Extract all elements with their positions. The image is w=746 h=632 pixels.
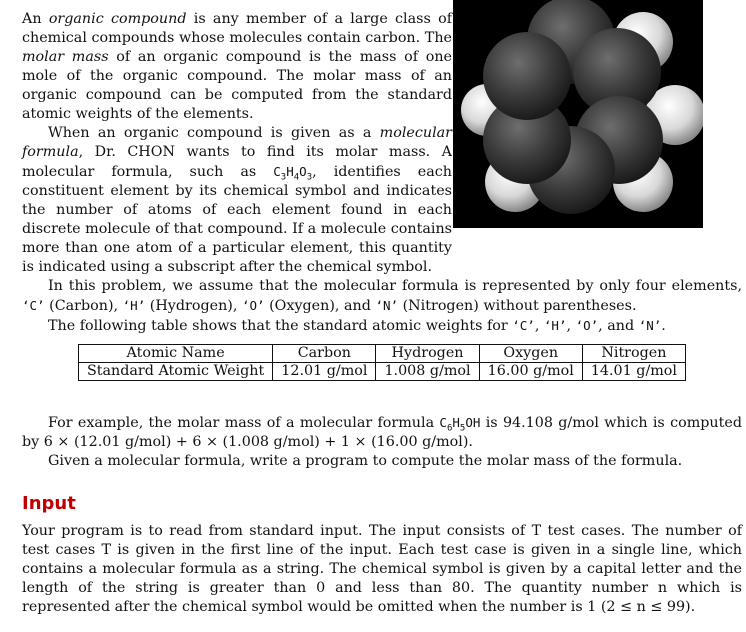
formula-subscript: 5 [459, 423, 466, 434]
text-span: , [534, 318, 544, 334]
table-cell: Hydrogen [376, 345, 479, 363]
table-cell: Standard Atomic Weight [78, 363, 272, 381]
symbol-o: ‘O’ [241, 298, 265, 313]
table-cell: 16.00 g/mol [479, 363, 582, 381]
intro-paragraph-3 [22, 277, 742, 316]
input-section-title: Input [22, 493, 76, 514]
text-span: is 94.108 g/mol which is computed by 6 × (12.01 g/mol) + 6 × (1.008 g/mol) + 1 × (16.00 g/mol). [22, 415, 742, 450]
table-cell: Carbon [273, 345, 376, 363]
formula-symbol: C [439, 415, 447, 430]
problem-statement [22, 10, 742, 617]
example-paragraph [22, 413, 742, 452]
task-paragraph: Given a molecular formula, write a program to compute the molar mass of the formula. [48, 453, 683, 469]
text-span: , [566, 318, 576, 334]
intro-paragraph-2 [22, 124, 452, 277]
table-row [78, 363, 685, 381]
table-cell: 14.01 g/mol [582, 363, 685, 381]
spacer [22, 381, 742, 413]
table-cell: 1.008 g/mol [376, 363, 479, 381]
formula-symbol: O [299, 164, 307, 179]
text-span: (Carbon), [44, 298, 123, 314]
intro-paragraph-4 [22, 316, 742, 336]
formula-symbol: H [286, 164, 294, 179]
text-span: In this problem, we assume that the molecular formula is represented by only four elements, [48, 278, 742, 294]
text-span: of an organic compound is the mass of one mole of the organic compound. The molar mass of an organic compound can be computed from the standard atomic weights of the elements. [22, 49, 452, 122]
input-paragraph: Your program is to read from standard input. The input consists of T test cases. The number of test cases T is given in the first line of the input. Each test case is given in a single line, which contains a molecular formula as a string. The chemical symbol is given by a capital letter and the length of the string is greater than 0 and less than 80. The quantity number n which is represented after the chemical symbol would be omitted when the number is 1 (2 ≤ n ≤ 99). [22, 523, 742, 615]
term-molecular-formula: molecular formula [22, 125, 452, 160]
text-span: , and [598, 318, 639, 334]
table-cell: Nitrogen [582, 345, 685, 363]
symbol-c: ‘C’ [512, 318, 535, 333]
formula-subscript: 6 [446, 423, 453, 434]
symbol-n: ‘N’ [638, 318, 662, 333]
symbol-o: ‘O’ [575, 318, 599, 333]
table-cell: 12.01 g/mol [273, 363, 376, 381]
text-span: For example, the molar mass of a molecular formula [48, 415, 440, 431]
formula-symbol: C [273, 164, 281, 179]
formula-symbol: H [452, 415, 460, 430]
table-cell: Oxygen [479, 345, 582, 363]
text-span: (Hydrogen), [145, 298, 242, 314]
atomic-weights-table [78, 344, 686, 381]
symbol-c: ‘C’ [22, 298, 45, 313]
text-span: (Nitrogen) without parentheses. [398, 298, 637, 314]
formula-symbol: OH [465, 415, 481, 430]
table-header-row [78, 345, 685, 363]
text-span: . [661, 318, 666, 334]
formula-c3h4o3 [273, 164, 313, 183]
term-organic-compound: organic compound [48, 11, 187, 27]
formula-subscript: 4 [293, 172, 300, 183]
text-span: (Oxygen), and [264, 298, 376, 314]
text-span: When an organic compound is given as a [48, 125, 380, 141]
symbol-h: ‘H’ [122, 298, 146, 313]
symbol-h: ‘H’ [543, 318, 567, 333]
intro-paragraph-1 [22, 10, 452, 124]
text-span: , identifies each constituent element by its chemical symbol and indicates the number of atoms of each element found in each discrete molecule of that compound. If a molecule contains more than one atom of a particular element, this quantity is indicated using a subscript after the chemical symbol. [22, 164, 452, 275]
text-span: An [22, 11, 49, 27]
table-cell: Atomic Name [78, 345, 272, 363]
text-span: , Dr. CHON wants to find its molar mass. A molecular formula, such as [22, 144, 452, 180]
text-span: is any member of a large class of chemical compounds whose molecules contain carbon. The [22, 11, 452, 46]
formula-subscript: 3 [280, 172, 287, 183]
formula-c6h5oh [439, 415, 481, 434]
text-span: The following table shows that the standard atomic weights for [48, 318, 513, 334]
symbol-n: ‘N’ [375, 298, 399, 313]
term-molar-mass: molar mass [22, 49, 109, 65]
formula-subscript: 3 [306, 172, 313, 183]
